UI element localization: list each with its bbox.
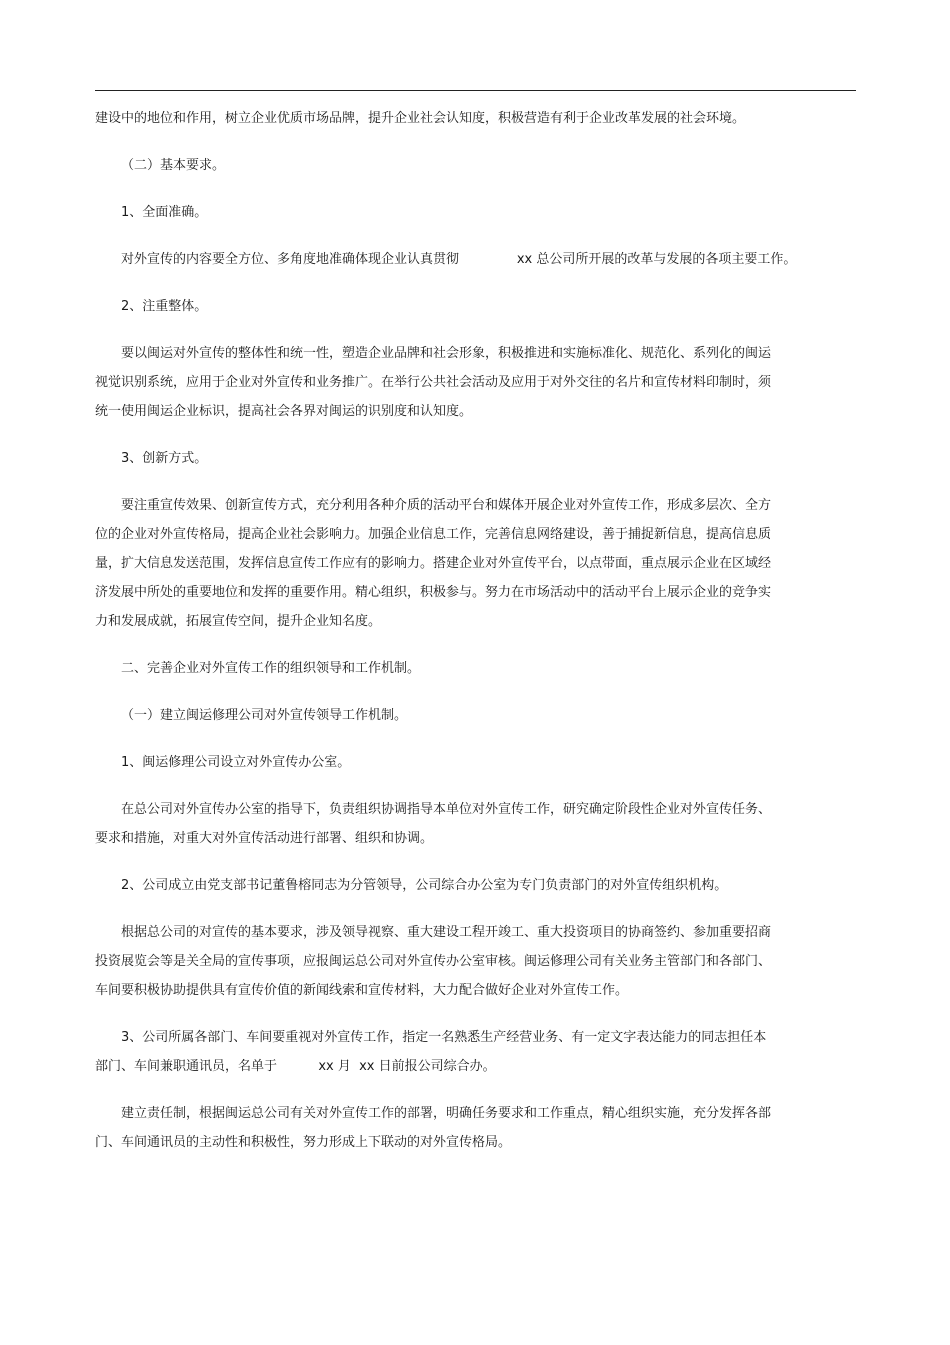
paragraph-responsibility-system: 建立责任制，根据闽运总公司有关对外宣传工作的部署，明确任务要求和工作重点，精心组织实施，充分发挥各部门、车间通讯员的主动性和积极性，努力形成上下联动的对外宣传格局。 (95, 1106, 772, 1150)
paragraph-organization: 2、公司成立由党支部书记董鲁榕同志为分管领导，公司综合办公室为专门负责部门的对外宣传组织机构。 (121, 878, 728, 893)
paragraph-focus-on-whole: 要以闽运对外宣传的整体性和统一性，塑造企业品牌和社会形象，积极推进和实施标准化、规范化、系列化的闽运视觉识别系统，应用于企业对外宣传和业务推广。在举行公共社会活动及应用于对外交往的名片和宣传材料印制时，须统一使用闽运企业标识，提高社会各界对闽运的识别度和认知度。 (95, 346, 772, 419)
paragraph-innovative-methods: 要注重宣传效果、创新宣传方式，充分利用各种介质的活动平台和媒体开展企业对外宣传工作，形成多层次、全方位的企业对外宣传格局，提高企业社会影响力。加强企业信息工作，完善信息网络建设，善于捕捉新信息，提高信息质量，扩大信息发送范围，发挥信息宣传工作应有的影响力。搭建企业对外宣传平台，以点带面，重点展示企业在区域经济发展中所处的重要地位和发挥的重要作用。精心组织，积极参与。努力在市场活动中的活动平台上展示企业的竞争实力和发展成就，拓展宣传空间，提升企业知名度。 (95, 498, 772, 629)
document-body (95, 104, 797, 1175)
heading-focus-on-whole: 2、注重整体。 (121, 299, 208, 314)
heading-leadership-mechanism: （一）建立闽运修理公司对外宣传领导工作机制。 (121, 708, 408, 723)
heading-section-two: 二、完善企业对外宣传工作的组织领导和工作机制。 (121, 661, 421, 676)
paragraph-intro-continued: 建设中的地位和作用，树立企业优质市场品牌，提升企业社会认知度，积极营造有利于企业改革发展的社会环境。 (95, 111, 746, 126)
paragraph-publicity-office: 在总公司对外宣传办公室的指导下，负责组织协调指导本单位对外宣传工作，研究确定阶段性企业对外宣传任务、要求和措施，对重大对外宣传活动进行部署、组织和协调。 (95, 802, 772, 846)
heading-comprehensive-accuracy: 1、全面准确。 (121, 205, 208, 220)
heading-innovative-methods: 3、创新方式。 (121, 451, 208, 466)
heading-publicity-office: 1、闽运修理公司设立对外宣传办公室。 (121, 755, 351, 770)
header-rule (95, 90, 856, 91)
heading-basic-requirements: （二）基本要求。 (121, 158, 226, 173)
paragraph-comprehensive-accuracy: 对外宣传的内容要全方位、多角度地准确体现企业认真贯彻 xx 总公司所开展的改革与发展的各项主要工作。 (121, 252, 797, 267)
paragraph-basic-requirements-hq: 根据总公司的对宣传的基本要求，涉及领导视察、重大建设工程开竣工、重大投资项目的协商签约、参加重要招商投资展览会等是关全局的宣传事项，应报闽运总公司对外宣传办公室审核。闽运修理公司有关业务主管部门和各部门、车间要积极协助提供具有宣传价值的新闻线索和宣传材料，大力配合做好企业对外宣传工作。 (95, 925, 772, 998)
paragraph-correspondents: 3、公司所属各部门、车间要重视对外宣传工作，指定一名熟悉生产经营业务、有一定文字表达能力的同志担任本部门、车间兼职通讯员，名单于 xx 月 xx 日前报公司综合办。 (95, 1030, 767, 1074)
